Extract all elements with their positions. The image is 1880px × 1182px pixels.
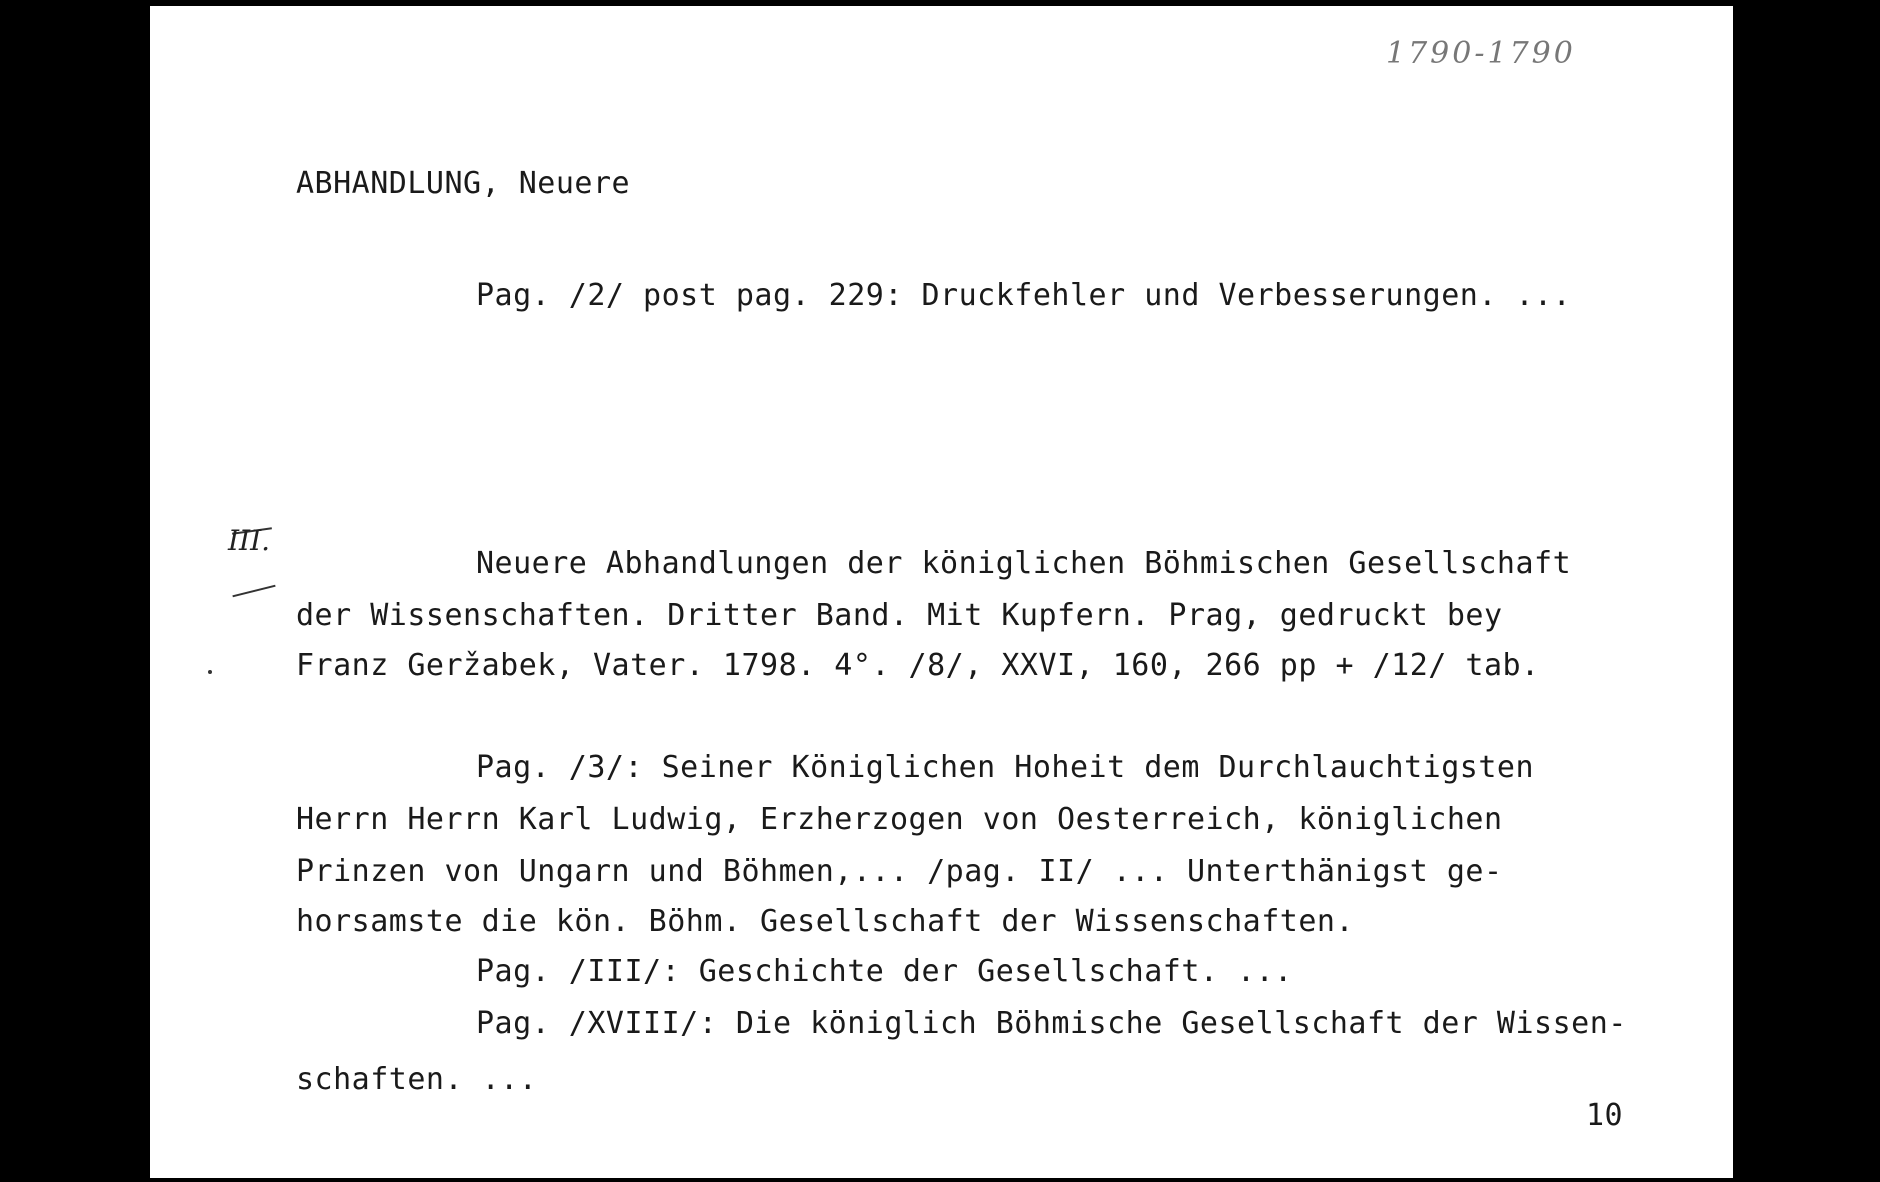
margin-mark: III. xyxy=(228,524,271,557)
margin-dot xyxy=(208,670,212,674)
catalog-card xyxy=(150,6,1733,1178)
entry-line-1: Neuere Abhandlungen der königlichen Böhmischen Gesellschaft xyxy=(476,546,1572,581)
entry-line-2: der Wissenschaften. Dritter Band. Mit Kupfern. Prag, gedruckt bey xyxy=(296,598,1503,633)
page-number: 10 xyxy=(1586,1098,1624,1133)
entry-line-3: Franz Geržabek, Vater. 1798. 4°. /8/, XXVI, 160, 266 pp + /12/ tab. xyxy=(296,648,1540,683)
desc-line-6: Pag. /XVIII/: Die königlich Böhmische Gesellschaft der Wissen- xyxy=(476,1006,1627,1041)
margin-mark-underline xyxy=(232,585,275,598)
desc-line-4: horsamste die kön. Böhm. Gesellschaft der Wissenschaften. xyxy=(296,904,1355,939)
handwritten-range: 1790-1790 xyxy=(1386,36,1576,71)
card-heading: ABHANDLUNG, Neuere xyxy=(296,166,631,201)
desc-line-5: Pag. /III/: Geschichte der Gesellschaft. ... xyxy=(476,954,1293,989)
desc-line-1: Pag. /3/: Seiner Königlichen Hoheit dem Durchlauchtigsten xyxy=(476,750,1535,785)
desc-line-2: Herrn Herrn Karl Ludwig, Erzherzogen von Oesterreich, königlichen xyxy=(296,802,1503,837)
desc-line-7: schaften. ... xyxy=(296,1062,538,1097)
note-line: Pag. /2/ post pag. 229: Druckfehler und Verbesserungen. ... xyxy=(476,278,1572,313)
desc-line-3: Prinzen von Ungarn und Böhmen,... /pag. II/ ... Unterthänigst ge- xyxy=(296,854,1503,889)
